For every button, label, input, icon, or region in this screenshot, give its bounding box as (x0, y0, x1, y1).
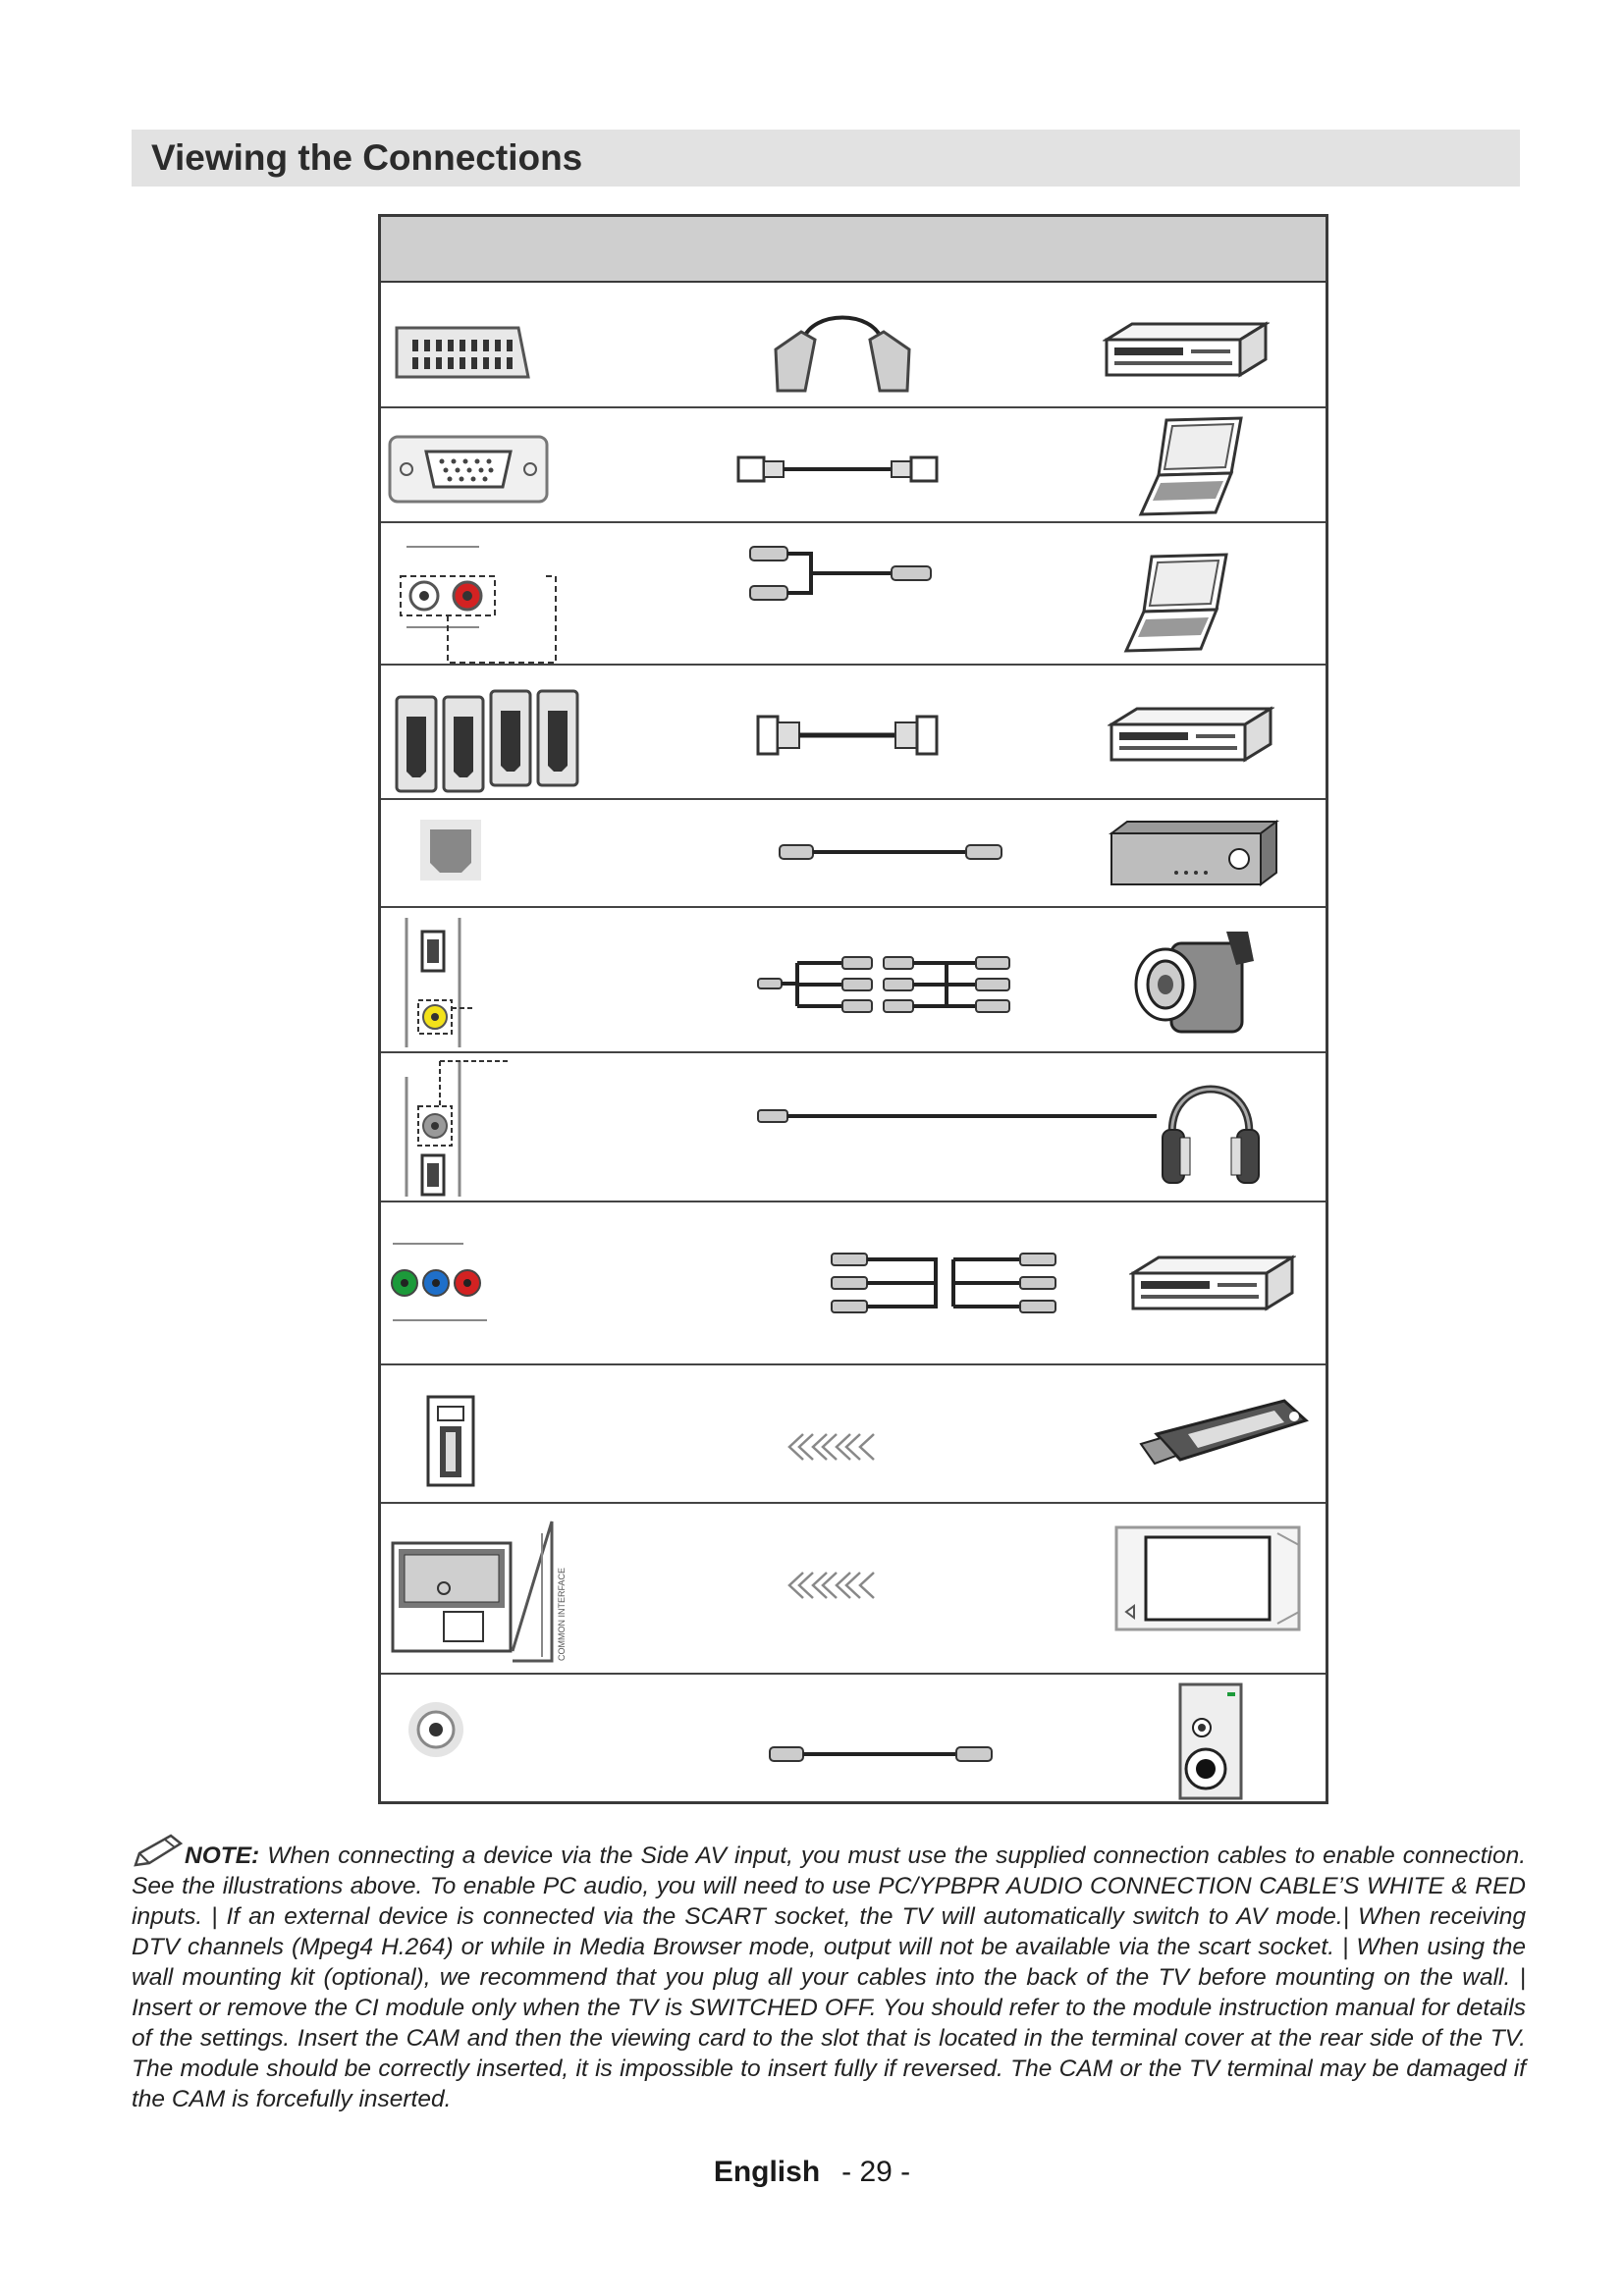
connection-row-hdmi (381, 666, 1326, 800)
connection-row-scart (381, 283, 1326, 408)
connection-row-side-av (381, 908, 1326, 1053)
connection-row-ypbpr (381, 1202, 1326, 1365)
connection-row-headphone (381, 1053, 1326, 1202)
connection-row-usb (381, 1365, 1326, 1504)
laptop-icon (1137, 414, 1245, 522)
section-title-bar (132, 130, 1520, 187)
vga-cable-icon (734, 450, 941, 489)
connections-diagram (378, 214, 1328, 1804)
dvd-player-icon (1129, 1252, 1296, 1314)
usb-port-icon (424, 1393, 479, 1491)
coaxial-port-icon (405, 1698, 467, 1761)
hdmi-cable-icon (754, 707, 941, 764)
camcorder-icon (1132, 922, 1260, 1043)
ci-slot-label: COMMON INTERFACE (557, 1567, 567, 1661)
page-number: - 29 - (841, 2156, 911, 2188)
dvd-player-icon (1108, 703, 1274, 766)
connection-row-vga (381, 408, 1326, 523)
cam-module-icon (1112, 1523, 1305, 1633)
hdmi-ports-icon (393, 687, 585, 795)
ci-slot-icon (385, 1514, 571, 1671)
headphones-icon (1157, 1059, 1265, 1197)
scart-cable-icon (754, 310, 931, 395)
laptop-icon (1122, 551, 1230, 659)
rca-y-cable-icon (744, 537, 941, 615)
coaxial-cable-icon (764, 1739, 1000, 1769)
connection-row-pc-audio (381, 523, 1326, 666)
usb-stick-icon (1137, 1395, 1314, 1473)
spdif-cable-icon (774, 837, 1009, 867)
note-text: When connecting a device via the Side AV input, you must use the supplied connection cables to enable connection. See the illustrations above. To enable PC audio, you will need to use PC/YPBPR AUDIO CONNECTION CABLE’S WHITE & RED inputs. | If an external device is connected via the SCART socket, the TV will automatically switch to AV mode.| When receiving DTV channels (Mpeg4 H.264) or while in Media Browser mode, output will not be available via the scart socket. | When using the wall mounting kit (optional), we recommend that you plug all your cables into the back of the TV before mounting on the wall. | Insert or remove the CI module only when the TV is SWITCHED OFF. You should refer to the module instruction manual for details of the settings. Insert the CAM and then the viewing card to the slot that is located in the terminal cover at the rear side of the TV. The module should be correctly inserted, it is impossible to insert fully if reversed. The CAM or the TV terminal may be damaged if the CAM is forcefully inserted. (132, 1842, 1526, 2112)
scart-socket-icon (393, 322, 530, 383)
connection-row-coaxial (381, 1675, 1326, 1807)
optical-spdif-port-icon (418, 818, 483, 882)
amplifier-icon (1108, 818, 1280, 888)
speaker-icon (1176, 1681, 1247, 1802)
dvd-player-icon (1103, 318, 1270, 381)
diagram-header-band (381, 217, 1326, 283)
audio-rca-port-icon (391, 537, 558, 665)
footer-language: English (713, 2156, 821, 2188)
insert-arrows-icon (784, 1569, 882, 1602)
note-label: NOTE: (185, 1842, 260, 1869)
ypbpr-cable-icon (828, 1246, 1073, 1324)
headphone-port-icon (401, 1057, 509, 1201)
side-av-port-icon (401, 914, 509, 1051)
side-av-cable-icon (754, 945, 1049, 1028)
pencil-icon (132, 1834, 183, 1869)
note-paragraph (132, 1834, 1526, 2114)
page-title: Viewing the Connections (151, 137, 583, 178)
vga-port-icon (387, 434, 550, 505)
connection-row-spdif (381, 800, 1326, 908)
ypbpr-port-icon (385, 1238, 493, 1326)
connection-row-ci-slot (381, 1504, 1326, 1675)
insert-arrows-icon (784, 1430, 882, 1464)
page-footer (0, 2156, 1624, 2189)
